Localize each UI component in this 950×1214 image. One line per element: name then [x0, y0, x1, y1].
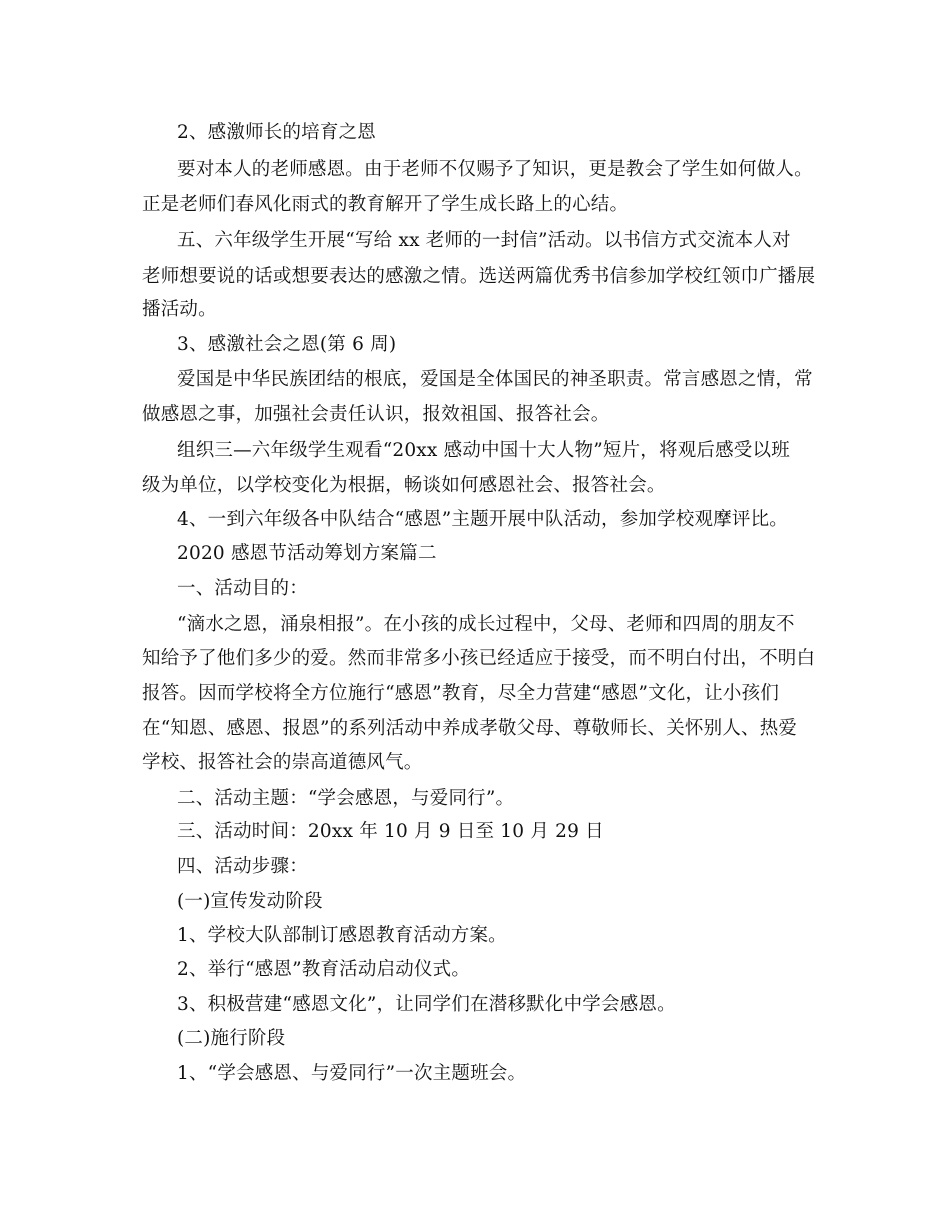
text-line: 播活动。: [142, 299, 217, 320]
text-line: “滴水之恩，涌泉相报”。在小孩的成长过程中，父母、老师和四周的朋友不: [177, 614, 795, 635]
text-line: 二、活动主题：“学会感恩，与爱同行”。: [177, 788, 515, 809]
text-line: 学校、报答社会的崇高道德风气。: [142, 752, 423, 773]
text-line: 在“知恩、感恩、报恩”的系列活动中养成孝敬父母、尊敬师长、关怀别人、热爱: [142, 718, 798, 739]
text-line: 2、举行“感恩”教育活动启动仪式。: [177, 959, 471, 980]
text-line: 要对本人的老师感恩。由于老师不仅赐予了知识，更是教会了学生如何做人。: [177, 159, 813, 180]
text-line: 1、“学会感恩、与爱同行”一次主题班会。: [177, 1063, 527, 1084]
text-line: 3、积极营建“感恩文化”，让同学们在潜移默化中学会感恩。: [177, 994, 676, 1015]
text-line: 2020 感恩节活动筹划方案篇二: [177, 543, 437, 564]
text-line: 2、感激师长的培育之恩: [177, 122, 376, 143]
text-line: 1、学校大队部制订感恩教育活动方案。: [177, 925, 507, 946]
text-line: 四、活动步骤：: [177, 856, 308, 877]
text-line: 三、活动时间：20xx 年 10 月 9 日至 10 月 29 日: [177, 821, 604, 842]
text-line: 3、感激社会之恩(第 6 周): [177, 334, 397, 355]
text-line: 五、六年级学生开展“写给 xx 老师的一封信”活动。以书信方式交流本人对: [177, 230, 791, 251]
text-line: (二)施行阶段: [177, 1028, 286, 1049]
text-line: 正是老师们春风化雨式的教育解开了学生成长路上的心结。: [142, 194, 629, 215]
text-line: 一、活动目的：: [177, 578, 308, 599]
text-line: 4、一到六年级各中队结合“感恩”主题开展中队活动，参加学校观摩评比。: [177, 509, 788, 530]
text-line: 知给予了他们多少的爱。然而非常多小孩已经适应于接受，而不明白付出，不明白: [142, 648, 816, 669]
text-line: 爱国是中华民族团结的根底，爱国是全体国民的神圣职责。常言感恩之情，常: [177, 369, 813, 390]
text-line: 做感恩之事，加强社会责任认识，报效祖国、报答社会。: [142, 404, 610, 425]
text-line: 组织三—六年级学生观看“20xx 感动中国十大人物”短片，将观后感受以班: [177, 440, 790, 461]
text-line: 报答。因而学校将全方位施行“感恩”教育，尽全力营建“感恩”文化，让小孩们: [142, 683, 780, 704]
text-line: 老师想要说的话或想要表达的感激之情。选送两篇优秀书信参加学校红领巾广播展: [142, 266, 816, 287]
text-line: (一)宣传发动阶段: [177, 891, 323, 912]
text-line: 级为单位，以学校变化为根据，畅谈如何感恩社会、报答社会。: [142, 475, 666, 496]
